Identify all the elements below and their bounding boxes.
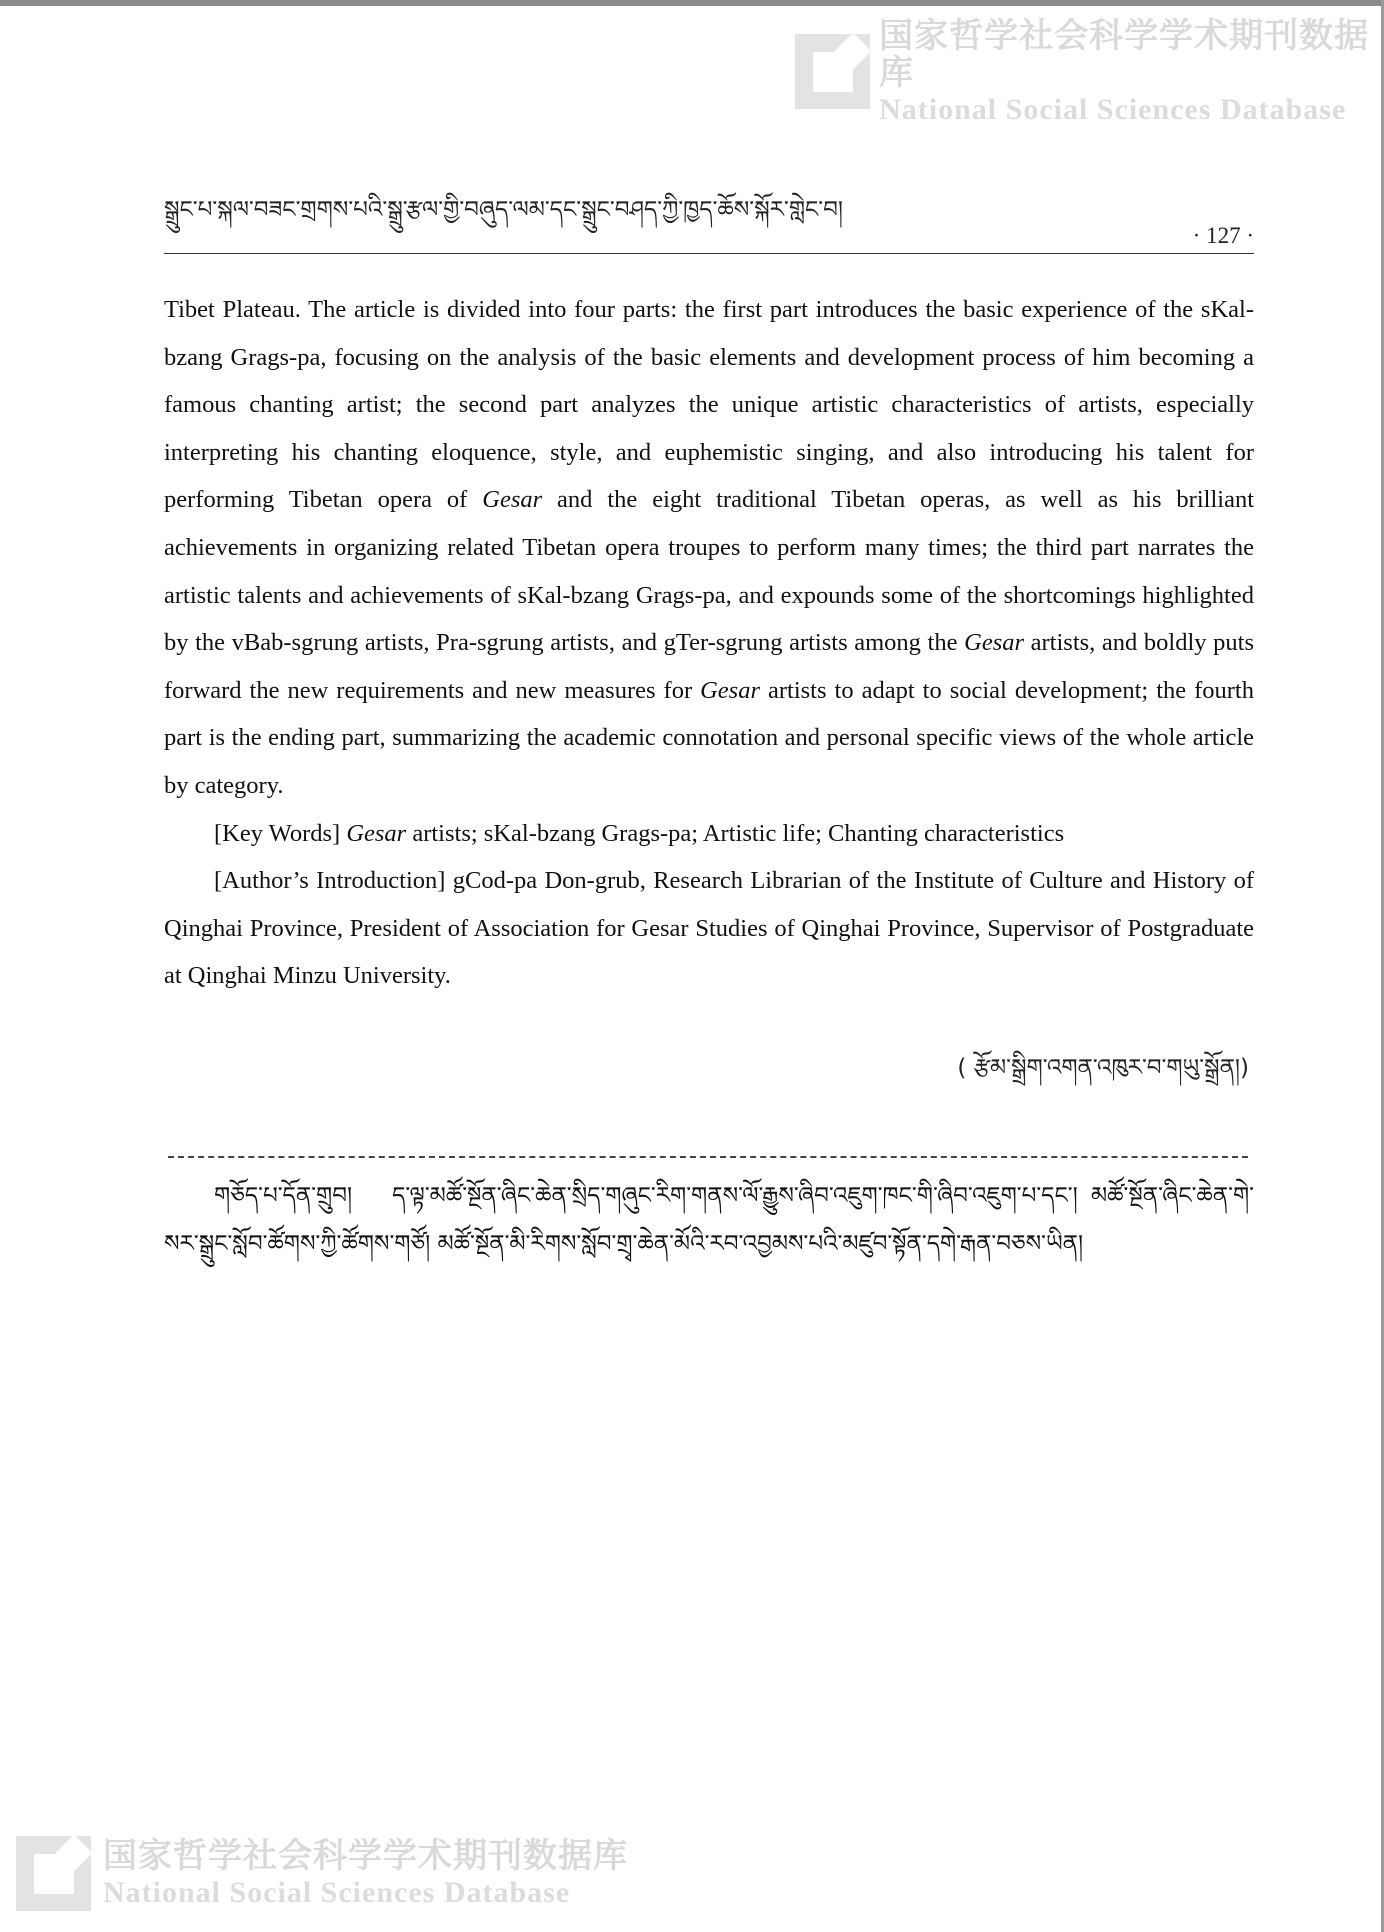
watermark-cn: 国家哲学社会科学学术期刊数据库 [879,16,1370,94]
footnote-divider [168,1156,1248,1158]
watermark-en: National Social Sciences Database [103,1875,571,1909]
database-logo-icon [16,1836,91,1911]
article-body [164,286,1254,1000]
author-intro-paragraph: [Author’s Introduction] gCod-pa Don-grub, Research Librarian of the Institute of Culture and History of Qinghai Province, President of Association for Gesar Studies of Qinghai Province, Supervisor of Postgraduate at Qinghai Minzu University. [164,867,1254,990]
running-header [164,197,1254,254]
page-number: · 127 · [1192,223,1254,248]
author-description: ད་ལྟ་མཚོ་སྔོན་ཞིང་ཆེན་སྲིད་གཞུང་རིག་གནས་ལོ་རྒྱུས་ཞིབ་འཇུག་ཁང་གི་ཞིབ་འཇུག་པ་དང་། མཚོ་སྔོན་ཞིང་ཆེན་གེ་སར་སྒྲུང་སློབ་ཚོགས་ཀྱི་ཚོགས་གཙོ། མཚོ་སྔོན་མི་རིགས་སློབ་གྲྭ་ཆེན་མོའི་རབ་འབྱམས་པའི་མཛུབ་སྟོན་དགེ་རྒན་བཅས་ཡིན། [164,1183,1254,1257]
watermark-en: National Social Sciences Database [879,92,1347,126]
top-border [0,0,1384,6]
author-name: གཅོད་པ་དོན་གྲུབ། [214,1183,353,1209]
running-title: སྒྲུང་པ་སྐལ་བཟང་གྲགས་པའི་སྒྲུ་རྩལ་གྱི་བཞུད་ལམ་དང་སྒྲུང་བཤད་ཀྱི་ཁྱད་ཆོས་སྐོར་གླེང་བ། [164,197,843,223]
watermark-bottom [16,1836,628,1911]
watermark-cn: 国家哲学社会科学学术期刊数据库 [103,1836,628,1877]
abstract-paragraph: Tibet Plateau. The article is divided into four parts: the first part introduces the basic experience of the sKal-bzang Grags-pa, focusing on the analysis of the basic elements and development process of him becoming a famous chanting artist; the second part analyzes the unique artistic characteristics of artists, especially interpreting his chanting eloquence, style, and euphemistic singing, and also introducing his talent for performing Tibetan opera of Gesar and the eight traditional Tibetan operas, as well as his brilliant achievements in organizing related Tibetan opera troupes to perform many times; the third part narrates the artistic talents and achievements of sKal-bzang Grags-pa, and expounds some of the shortcomings highlighted by the vBab-sgrung artists, Pra-sgrung artists, and gTer-sgrung artists among the Gesar artists, and boldly puts forward the new requirements and new measures for Gesar artists to adapt to social development; the fourth part is the ending part, summarizing the academic connotation and personal specific views of the whole article by category. [164,296,1255,799]
watermark-top [795,18,1384,126]
author-footnote [164,1172,1254,1268]
keywords-paragraph: [Key Words] Gesar artists; sKal-bzang Grags-pa; Artistic life; Chanting characteristics [214,819,1065,847]
database-logo-icon [795,34,867,109]
editor-signature: ( རྩོམ་སྒྲིག་འགན་འཁུར་བ་གཡུ་སྒྲོན།) [957,1055,1249,1081]
